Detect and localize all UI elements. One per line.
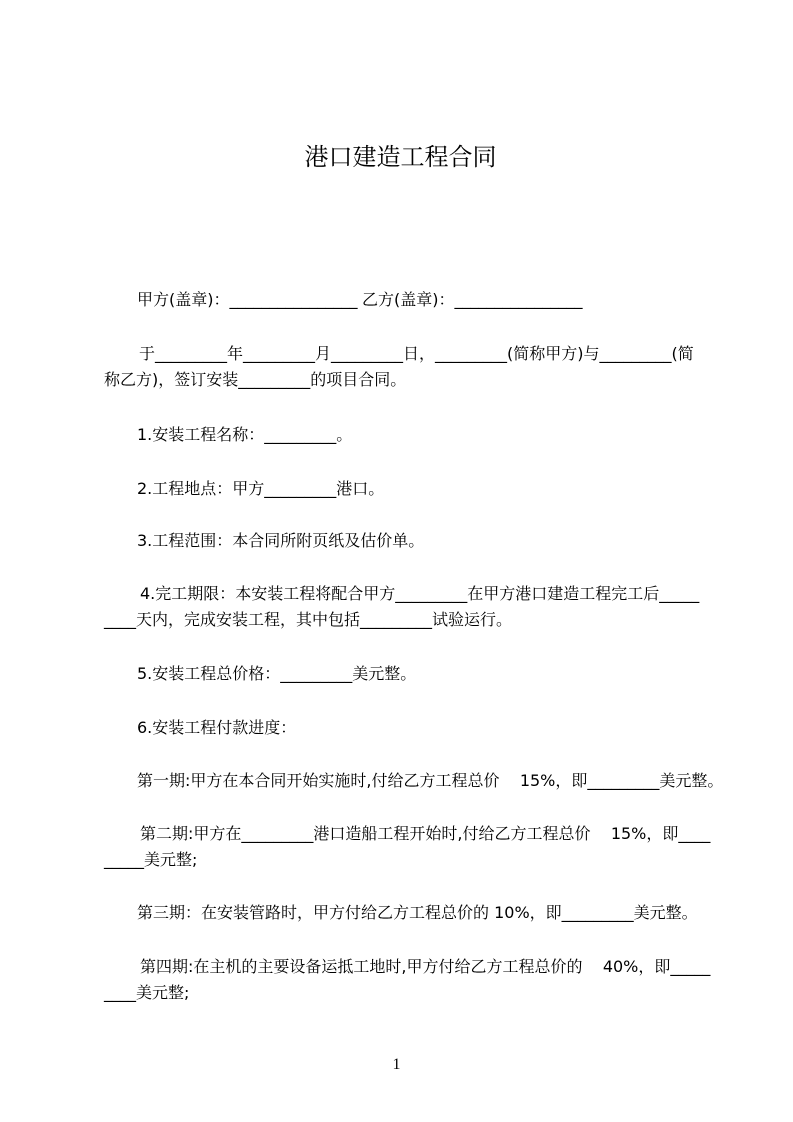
party-a-signature: 甲方(盖章)：________________	[137, 290, 358, 309]
preamble-line: 于_________年_________月_________日，_________(简称甲方)与_________(简	[139, 344, 694, 363]
party-b-signature: 乙方(盖章)：________________	[362, 290, 583, 309]
payment-phase-4-line: ____美元整;	[104, 983, 190, 1002]
clause-project-location: 2.工程地点：甲方_________港口。	[137, 479, 385, 498]
clause-project-scope: 3.工程范围：本合同所附页纸及估价单。	[137, 531, 425, 550]
page-number: 1	[392, 1056, 401, 1073]
clause-payment-schedule-heading: 6.安装工程付款进度：	[137, 718, 297, 737]
payment-phase-4-line: 第四期:在主机的主要设备运抵工地时,甲方付给乙方工程总价的 40%，即_____	[140, 957, 711, 976]
clause-deadline-line: ____天内，完成安装工程，其中包括_________试验运行。	[104, 610, 513, 629]
payment-phase-3: 第三期：在安装管路时，甲方付给乙方工程总价的 10%，即_________美元整。	[137, 903, 698, 922]
clause-deadline-line: 4.完工期限：本安装工程将配合甲方_________在甲方港口建造工程完工后_____	[140, 584, 700, 603]
payment-phase-1: 第一期:甲方在本合同开始实施时,付给乙方工程总价 15%，即_________美元整。	[137, 771, 724, 790]
contract-title: 港口建造工程合同	[304, 143, 497, 171]
preamble-line: 称乙方)，签订安装_________的项目合同。	[104, 370, 407, 389]
clause-project-name: 1.安装工程名称：_________。	[137, 425, 353, 444]
payment-phase-2-line: _____美元整;	[104, 850, 198, 869]
clause-total-price: 5.安装工程总价格：_________美元整。	[137, 664, 417, 683]
payment-phase-2-line: 第二期:甲方在_________港口造船工程开始时,付给乙方工程总价 15%，即____	[140, 824, 711, 843]
